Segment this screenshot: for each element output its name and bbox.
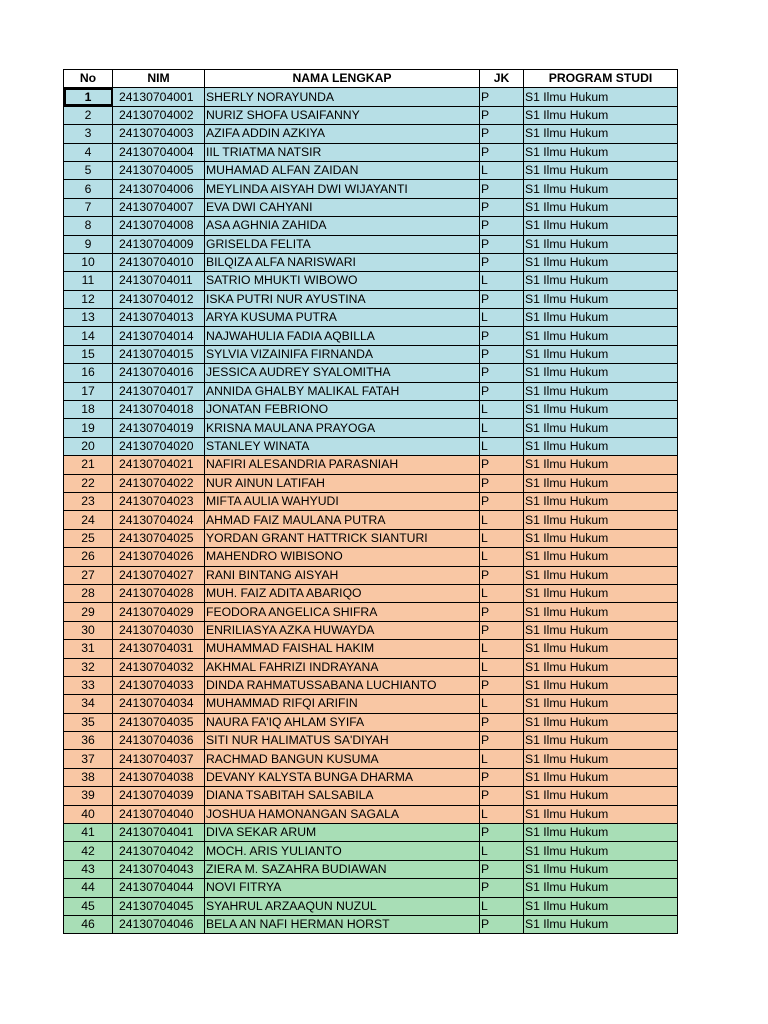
header-gender[interactable]: JK: [480, 70, 524, 88]
cell-study-program[interactable]: S1 Ilmu Hukum: [524, 603, 678, 621]
cell-no[interactable]: 46: [64, 915, 113, 933]
cell-study-program[interactable]: S1 Ilmu Hukum: [524, 106, 678, 124]
cell-nim[interactable]: 24130704040: [113, 805, 205, 823]
cell-study-program[interactable]: S1 Ilmu Hukum: [524, 897, 678, 915]
cell-no[interactable]: 18: [64, 401, 113, 419]
cell-full-name[interactable]: BELA AN NAFI HERMAN HORST: [205, 915, 480, 933]
cell-full-name[interactable]: AZIFA ADDIN AZKIYA: [205, 125, 480, 143]
table-row: [64, 713, 678, 731]
cell-gender[interactable]: P: [480, 915, 524, 933]
cell-nim[interactable]: 24130704008: [113, 217, 205, 235]
cell-full-name[interactable]: FEODORA ANGELICA SHIFRA: [205, 603, 480, 621]
cell-gender[interactable]: P: [480, 676, 524, 694]
cell-gender[interactable]: L: [480, 750, 524, 768]
table-row: [64, 676, 678, 694]
cell-full-name[interactable]: YORDAN GRANT HATTRICK SIANTURI: [205, 529, 480, 547]
cell-full-name[interactable]: MEYLINDA AISYAH DWI WIJAYANTI: [205, 180, 480, 198]
cell-nim[interactable]: 24130704032: [113, 658, 205, 676]
cell-study-program[interactable]: S1 Ilmu Hukum: [524, 529, 678, 547]
cell-study-program[interactable]: S1 Ilmu Hukum: [524, 235, 678, 253]
cell-gender[interactable]: L: [480, 584, 524, 602]
cell-nim[interactable]: 24130704046: [113, 915, 205, 933]
cell-full-name[interactable]: ANNIDA GHALBY MALIKAL FATAH: [205, 382, 480, 400]
cell-gender[interactable]: P: [480, 603, 524, 621]
table-row: [64, 253, 678, 271]
cell-study-program[interactable]: S1 Ilmu Hukum: [524, 290, 678, 308]
cell-gender[interactable]: P: [480, 713, 524, 731]
cell-nim[interactable]: 24130704031: [113, 640, 205, 658]
cell-full-name[interactable]: NAURA FA'IQ AHLAM SYIFA: [205, 713, 480, 731]
cell-no[interactable]: 31: [64, 640, 113, 658]
cell-nim[interactable]: 24130704007: [113, 198, 205, 216]
table-row: [64, 492, 678, 510]
cell-study-program[interactable]: S1 Ilmu Hukum: [524, 732, 678, 750]
cell-nim[interactable]: 24130704015: [113, 345, 205, 363]
cell-nim[interactable]: 24130704036: [113, 732, 205, 750]
cell-study-program[interactable]: S1 Ilmu Hukum: [524, 548, 678, 566]
cell-full-name[interactable]: RANI BINTANG AISYAH: [205, 566, 480, 584]
cell-gender[interactable]: P: [480, 217, 524, 235]
table-row: [64, 419, 678, 437]
cell-no[interactable]: 11: [64, 272, 113, 290]
cell-nim[interactable]: 24130704028: [113, 584, 205, 602]
cell-gender[interactable]: P: [480, 879, 524, 897]
cell-full-name[interactable]: DIANA TSABITAH SALSABILA: [205, 787, 480, 805]
cell-study-program[interactable]: S1 Ilmu Hukum: [524, 161, 678, 179]
cell-gender[interactable]: L: [480, 897, 524, 915]
table-row: [64, 897, 678, 915]
cell-full-name[interactable]: GRISELDA FELITA: [205, 235, 480, 253]
table-row: [64, 106, 678, 124]
cell-no[interactable]: 23: [64, 492, 113, 510]
cell-study-program[interactable]: S1 Ilmu Hukum: [524, 143, 678, 161]
cell-study-program[interactable]: S1 Ilmu Hukum: [524, 750, 678, 768]
cell-nim[interactable]: 24130704023: [113, 492, 205, 510]
cell-nim[interactable]: 24130704014: [113, 327, 205, 345]
cell-study-program[interactable]: S1 Ilmu Hukum: [524, 272, 678, 290]
table-row: [64, 217, 678, 235]
cell-study-program[interactable]: S1 Ilmu Hukum: [524, 511, 678, 529]
cell-gender[interactable]: P: [480, 198, 524, 216]
cell-gender[interactable]: L: [480, 437, 524, 455]
cell-full-name[interactable]: SHERLY NORAYUNDA: [205, 88, 480, 106]
cell-full-name[interactable]: SYLVIA VIZAINIFA FIRNANDA: [205, 345, 480, 363]
cell-gender[interactable]: L: [480, 309, 524, 327]
cell-no[interactable]: 27: [64, 566, 113, 584]
table-row: [64, 290, 678, 308]
table-row: [64, 143, 678, 161]
cell-full-name[interactable]: MAHENDRO WIBISONO: [205, 548, 480, 566]
cell-full-name[interactable]: IIL TRIATMA NATSIR: [205, 143, 480, 161]
cell-study-program[interactable]: S1 Ilmu Hukum: [524, 713, 678, 731]
cell-no[interactable]: 26: [64, 548, 113, 566]
cell-nim[interactable]: 24130704034: [113, 695, 205, 713]
cell-no[interactable]: 8: [64, 217, 113, 235]
cell-no[interactable]: 13: [64, 309, 113, 327]
table-row: [64, 125, 678, 143]
cell-nim[interactable]: 24130704016: [113, 364, 205, 382]
cell-full-name[interactable]: MOCH. ARIS YULIANTO: [205, 842, 480, 860]
cell-study-program[interactable]: S1 Ilmu Hukum: [524, 695, 678, 713]
cell-nim[interactable]: 24130704042: [113, 842, 205, 860]
cell-nim[interactable]: 24130704041: [113, 824, 205, 842]
cell-study-program[interactable]: S1 Ilmu Hukum: [524, 382, 678, 400]
cell-no[interactable]: 41: [64, 824, 113, 842]
cell-gender[interactable]: L: [480, 401, 524, 419]
cell-gender[interactable]: P: [480, 824, 524, 842]
table-row: [64, 860, 678, 878]
cell-full-name[interactable]: MUH. FAIZ ADITA ABARIQO: [205, 584, 480, 602]
cell-full-name[interactable]: JONATAN FEBRIONO: [205, 401, 480, 419]
cell-study-program[interactable]: S1 Ilmu Hukum: [524, 456, 678, 474]
table-body: [64, 88, 678, 934]
table-row: [64, 511, 678, 529]
cell-gender[interactable]: L: [480, 419, 524, 437]
cell-full-name[interactable]: ENRILIASYA AZKA HUWAYDA: [205, 621, 480, 639]
table-row: [64, 915, 678, 933]
table-row: [64, 584, 678, 602]
cell-gender[interactable]: P: [480, 566, 524, 584]
table-row: [64, 566, 678, 584]
cell-no[interactable]: 24: [64, 511, 113, 529]
table-row: [64, 401, 678, 419]
cell-gender[interactable]: P: [480, 180, 524, 198]
cell-no[interactable]: 1: [64, 88, 113, 106]
table-row: [64, 345, 678, 363]
cell-no[interactable]: 17: [64, 382, 113, 400]
cell-nim[interactable]: 24130704018: [113, 401, 205, 419]
cell-study-program[interactable]: S1 Ilmu Hukum: [524, 492, 678, 510]
cell-full-name[interactable]: JOSHUA HAMONANGAN SAGALA: [205, 805, 480, 823]
cell-nim[interactable]: 24130704020: [113, 437, 205, 455]
cell-no[interactable]: 21: [64, 456, 113, 474]
cell-study-program[interactable]: S1 Ilmu Hukum: [524, 621, 678, 639]
cell-gender[interactable]: P: [480, 125, 524, 143]
cell-nim[interactable]: 24130704013: [113, 309, 205, 327]
table-row: [64, 658, 678, 676]
table-row: [64, 805, 678, 823]
cell-gender[interactable]: P: [480, 860, 524, 878]
cell-study-program[interactable]: S1 Ilmu Hukum: [524, 198, 678, 216]
cell-full-name[interactable]: RACHMAD BANGUN KUSUMA: [205, 750, 480, 768]
table-row: [64, 180, 678, 198]
cell-no[interactable]: 36: [64, 732, 113, 750]
cell-nim[interactable]: 24130704030: [113, 621, 205, 639]
cell-nim[interactable]: 24130704005: [113, 161, 205, 179]
cell-nim[interactable]: 24130704006: [113, 180, 205, 198]
table-row: [64, 309, 678, 327]
cell-gender[interactable]: P: [480, 327, 524, 345]
cell-study-program[interactable]: S1 Ilmu Hukum: [524, 768, 678, 786]
cell-no[interactable]: 39: [64, 787, 113, 805]
cell-no[interactable]: 38: [64, 768, 113, 786]
cell-no[interactable]: 15: [64, 345, 113, 363]
cell-gender[interactable]: P: [480, 621, 524, 639]
cell-nim[interactable]: 24130704037: [113, 750, 205, 768]
cell-full-name[interactable]: EVA DWI CAHYANI: [205, 198, 480, 216]
cell-nim[interactable]: 24130704029: [113, 603, 205, 621]
cell-nim[interactable]: 24130704002: [113, 106, 205, 124]
table-row: [64, 787, 678, 805]
cell-no[interactable]: 16: [64, 364, 113, 382]
cell-full-name[interactable]: MUHAMAD ALFAN ZAIDAN: [205, 161, 480, 179]
cell-full-name[interactable]: SITI NUR HALIMATUS SA'DIYAH: [205, 732, 480, 750]
cell-gender[interactable]: P: [480, 253, 524, 271]
cell-full-name[interactable]: AKHMAL FAHRIZI INDRAYANA: [205, 658, 480, 676]
cell-no[interactable]: 33: [64, 676, 113, 694]
cell-no[interactable]: 35: [64, 713, 113, 731]
cell-nim[interactable]: 24130704003: [113, 125, 205, 143]
cell-gender[interactable]: P: [480, 345, 524, 363]
cell-nim[interactable]: 24130704011: [113, 272, 205, 290]
cell-no[interactable]: 4: [64, 143, 113, 161]
cell-study-program[interactable]: S1 Ilmu Hukum: [524, 253, 678, 271]
cell-gender[interactable]: L: [480, 529, 524, 547]
cell-nim[interactable]: 24130704044: [113, 879, 205, 897]
table-row: [64, 327, 678, 345]
cell-study-program[interactable]: S1 Ilmu Hukum: [524, 787, 678, 805]
table-row: [64, 437, 678, 455]
cell-study-program[interactable]: S1 Ilmu Hukum: [524, 419, 678, 437]
cell-gender[interactable]: L: [480, 805, 524, 823]
cell-study-program[interactable]: S1 Ilmu Hukum: [524, 566, 678, 584]
cell-full-name[interactable]: MIFTA AULIA WAHYUDI: [205, 492, 480, 510]
cell-nim[interactable]: 24130704039: [113, 787, 205, 805]
cell-full-name[interactable]: JESSICA AUDREY SYALOMITHA: [205, 364, 480, 382]
cell-nim[interactable]: 24130704021: [113, 456, 205, 474]
table-row: [64, 750, 678, 768]
table-row: [64, 382, 678, 400]
table-row: [64, 603, 678, 621]
cell-study-program[interactable]: S1 Ilmu Hukum: [524, 640, 678, 658]
table-row: [64, 732, 678, 750]
cell-gender[interactable]: P: [480, 235, 524, 253]
cell-no[interactable]: 3: [64, 125, 113, 143]
cell-nim[interactable]: 24130704009: [113, 235, 205, 253]
cell-no[interactable]: 30: [64, 621, 113, 639]
cell-gender[interactable]: L: [480, 511, 524, 529]
cell-study-program[interactable]: S1 Ilmu Hukum: [524, 824, 678, 842]
cell-nim[interactable]: 24130704010: [113, 253, 205, 271]
cell-study-program[interactable]: S1 Ilmu Hukum: [524, 437, 678, 455]
cell-gender[interactable]: P: [480, 290, 524, 308]
cell-nim[interactable]: 24130704019: [113, 419, 205, 437]
cell-full-name[interactable]: AHMAD FAIZ MAULANA PUTRA: [205, 511, 480, 529]
cell-nim[interactable]: 24130704004: [113, 143, 205, 161]
header-full-name[interactable]: NAMA LENGKAP: [205, 70, 480, 88]
cell-nim[interactable]: 24130704035: [113, 713, 205, 731]
cell-full-name[interactable]: KRISNA MAULANA PRAYOGA: [205, 419, 480, 437]
cell-gender[interactable]: P: [480, 106, 524, 124]
cell-full-name[interactable]: ISKA PUTRI NUR AYUSTINA: [205, 290, 480, 308]
cell-gender[interactable]: L: [480, 548, 524, 566]
cell-no[interactable]: 40: [64, 805, 113, 823]
cell-study-program[interactable]: S1 Ilmu Hukum: [524, 345, 678, 363]
cell-study-program[interactable]: S1 Ilmu Hukum: [524, 401, 678, 419]
cell-no[interactable]: 12: [64, 290, 113, 308]
cell-full-name[interactable]: ARYA KUSUMA PUTRA: [205, 309, 480, 327]
cell-no[interactable]: 20: [64, 437, 113, 455]
cell-full-name[interactable]: ZIERA M. SAZAHRA BUDIAWAN: [205, 860, 480, 878]
cell-no[interactable]: 14: [64, 327, 113, 345]
table-row: [64, 474, 678, 492]
cell-study-program[interactable]: S1 Ilmu Hukum: [524, 125, 678, 143]
cell-no[interactable]: 22: [64, 474, 113, 492]
cell-nim[interactable]: 24130704022: [113, 474, 205, 492]
cell-study-program[interactable]: S1 Ilmu Hukum: [524, 217, 678, 235]
cell-no[interactable]: 7: [64, 198, 113, 216]
cell-gender[interactable]: L: [480, 842, 524, 860]
cell-no[interactable]: 5: [64, 161, 113, 179]
cell-no[interactable]: 44: [64, 879, 113, 897]
cell-gender[interactable]: L: [480, 161, 524, 179]
cell-study-program[interactable]: S1 Ilmu Hukum: [524, 327, 678, 345]
cell-no[interactable]: 29: [64, 603, 113, 621]
table-row: [64, 235, 678, 253]
cell-gender[interactable]: P: [480, 768, 524, 786]
cell-full-name[interactable]: SATRIO MHUKTI WIBOWO: [205, 272, 480, 290]
cell-gender[interactable]: P: [480, 456, 524, 474]
cell-nim[interactable]: 24130704012: [113, 290, 205, 308]
cell-gender[interactable]: P: [480, 382, 524, 400]
cell-gender[interactable]: P: [480, 88, 524, 106]
table-row: [64, 842, 678, 860]
cell-gender[interactable]: P: [480, 787, 524, 805]
cell-full-name[interactable]: NAJWAHULIA FADIA AQBILLA: [205, 327, 480, 345]
cell-full-name[interactable]: SYAHRUL ARZAAQUN NUZUL: [205, 897, 480, 915]
cell-no[interactable]: 34: [64, 695, 113, 713]
table-row: [64, 621, 678, 639]
table-row: [64, 364, 678, 382]
table-row: [64, 548, 678, 566]
cell-study-program[interactable]: S1 Ilmu Hukum: [524, 842, 678, 860]
cell-gender[interactable]: L: [480, 658, 524, 676]
cell-full-name[interactable]: NUR AINUN LATIFAH: [205, 474, 480, 492]
cell-study-program[interactable]: S1 Ilmu Hukum: [524, 180, 678, 198]
cell-no[interactable]: 37: [64, 750, 113, 768]
cell-nim[interactable]: 24130704024: [113, 511, 205, 529]
cell-full-name[interactable]: DEVANY KALYSTA BUNGA DHARMA: [205, 768, 480, 786]
cell-gender[interactable]: P: [480, 143, 524, 161]
cell-nim[interactable]: 24130704027: [113, 566, 205, 584]
cell-gender[interactable]: P: [480, 732, 524, 750]
table-row: [64, 640, 678, 658]
cell-no[interactable]: 42: [64, 842, 113, 860]
table-row: [64, 824, 678, 842]
table-row: [64, 879, 678, 897]
table-row: [64, 529, 678, 547]
header-no[interactable]: No: [64, 70, 113, 88]
cell-nim[interactable]: 24130704033: [113, 676, 205, 694]
cell-no[interactable]: 43: [64, 860, 113, 878]
cell-study-program[interactable]: S1 Ilmu Hukum: [524, 658, 678, 676]
student-list-table: [63, 69, 678, 934]
cell-full-name[interactable]: MUHAMMAD RIFQI ARIFIN: [205, 695, 480, 713]
cell-study-program[interactable]: S1 Ilmu Hukum: [524, 309, 678, 327]
cell-full-name[interactable]: DINDA RAHMATUSSABANA LUCHIANTO: [205, 676, 480, 694]
cell-no[interactable]: 9: [64, 235, 113, 253]
cell-gender[interactable]: P: [480, 364, 524, 382]
cell-full-name[interactable]: DIVA SEKAR ARUM: [205, 824, 480, 842]
table-row: [64, 695, 678, 713]
cell-study-program[interactable]: S1 Ilmu Hukum: [524, 584, 678, 602]
cell-gender[interactable]: L: [480, 640, 524, 658]
cell-full-name[interactable]: NAFIRI ALESANDRIA PARASNIAH: [205, 456, 480, 474]
cell-no[interactable]: 6: [64, 180, 113, 198]
table-header-row: [64, 70, 678, 88]
cell-study-program[interactable]: S1 Ilmu Hukum: [524, 805, 678, 823]
table-row: [64, 161, 678, 179]
cell-full-name[interactable]: NURIZ SHOFA USAIFANNY: [205, 106, 480, 124]
cell-no[interactable]: 32: [64, 658, 113, 676]
cell-no[interactable]: 2: [64, 106, 113, 124]
cell-nim[interactable]: 24130704001: [113, 88, 205, 106]
cell-no[interactable]: 25: [64, 529, 113, 547]
cell-gender[interactable]: L: [480, 272, 524, 290]
cell-gender[interactable]: P: [480, 474, 524, 492]
cell-no[interactable]: 19: [64, 419, 113, 437]
header-study-program[interactable]: PROGRAM STUDI: [524, 70, 678, 88]
cell-full-name[interactable]: STANLEY WINATA: [205, 437, 480, 455]
header-nim[interactable]: NIM: [113, 70, 205, 88]
cell-study-program[interactable]: S1 Ilmu Hukum: [524, 915, 678, 933]
table-row: [64, 198, 678, 216]
table-row: [64, 88, 678, 106]
cell-gender[interactable]: P: [480, 492, 524, 510]
cell-study-program[interactable]: S1 Ilmu Hukum: [524, 474, 678, 492]
table-row: [64, 768, 678, 786]
cell-study-program[interactable]: S1 Ilmu Hukum: [524, 860, 678, 878]
table-row: [64, 456, 678, 474]
cell-full-name[interactable]: ASA AGHNIA ZAHIDA: [205, 217, 480, 235]
cell-full-name[interactable]: BILQIZA ALFA NARISWARI: [205, 253, 480, 271]
cell-nim[interactable]: 24130704026: [113, 548, 205, 566]
cell-full-name[interactable]: MUHAMMAD FAISHAL HAKIM: [205, 640, 480, 658]
cell-study-program[interactable]: S1 Ilmu Hukum: [524, 364, 678, 382]
cell-nim[interactable]: 24130704017: [113, 382, 205, 400]
cell-study-program[interactable]: S1 Ilmu Hukum: [524, 676, 678, 694]
table-row: [64, 272, 678, 290]
cell-no[interactable]: 45: [64, 897, 113, 915]
cell-nim[interactable]: 24130704043: [113, 860, 205, 878]
cell-no[interactable]: 10: [64, 253, 113, 271]
cell-no[interactable]: 28: [64, 584, 113, 602]
cell-gender[interactable]: L: [480, 695, 524, 713]
cell-nim[interactable]: 24130704025: [113, 529, 205, 547]
cell-study-program[interactable]: S1 Ilmu Hukum: [524, 88, 678, 106]
cell-nim[interactable]: 24130704038: [113, 768, 205, 786]
cell-nim[interactable]: 24130704045: [113, 897, 205, 915]
cell-study-program[interactable]: S1 Ilmu Hukum: [524, 879, 678, 897]
cell-full-name[interactable]: NOVI FITRYA: [205, 879, 480, 897]
